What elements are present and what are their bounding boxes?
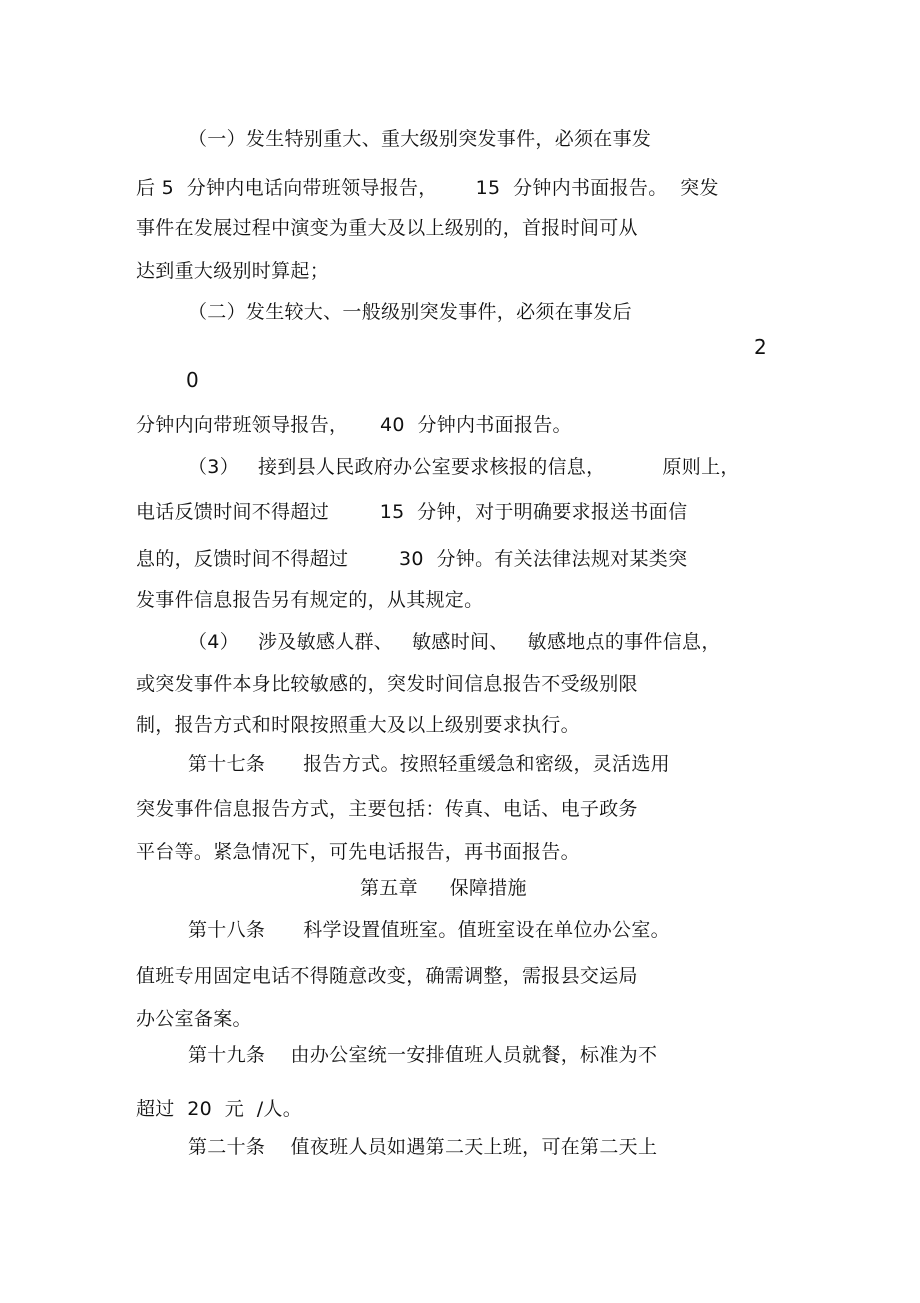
- paragraph-line: 第十七条 报告方式。按照轻重缓急和密级，灵活选用: [188, 753, 670, 775]
- paragraph-line: 后 5 分钟内电话向带班领导报告， 15 分钟内书面报告。 突发: [136, 177, 719, 199]
- paragraph-line: 平台等。紧急情况下，可先电话报告，再书面报告。: [136, 841, 580, 863]
- chapter-heading: 第五章 保障措施: [360, 877, 527, 899]
- paragraph-line: 达到重大级别时算起；: [136, 260, 330, 282]
- paragraph-line: 或突发事件本身比较敏感的，突发时间信息报告不受级别限: [136, 673, 638, 695]
- paragraph-line: （3） 接到县人民政府办公室要求核报的信息， 原则上，: [188, 456, 740, 478]
- paragraph-line: 第二十条 值夜班人员如遇第二天上班，可在第二天上: [188, 1136, 658, 1158]
- paragraph-line: 第十九条 由办公室统一安排值班人员就餐，标准为不: [188, 1044, 658, 1066]
- paragraph-line: 值班专用固定电话不得随意改变，确需调整，需报县交运局: [136, 965, 638, 987]
- paragraph-line: 分钟内向带班领导报告， 40 分钟内书面报告。: [136, 414, 572, 436]
- paragraph-line: （二）发生较大、一般级别突发事件，必须在事发后: [188, 301, 632, 323]
- paragraph-line: （4） 涉及敏感人群、 敏感时间、 敏感地点的事件信息，: [188, 631, 721, 653]
- paragraph-line: 息的，反馈时间不得超过 30 分钟。有关法律法规对某类突: [136, 548, 688, 570]
- paragraph-line: 事件在发展过程中演变为重大及以上级别的，首报时间可从: [136, 217, 638, 239]
- paragraph-line: 第十八条 科学设置值班室。值班室设在单位办公室。: [188, 919, 670, 941]
- paragraph-line: 发事件信息报告另有规定的，从其规定。: [136, 589, 484, 611]
- paragraph-line: 办公室备案。: [136, 1008, 252, 1030]
- paragraph-line: 电话反馈时间不得超过 15 分钟，对于明确要求报送书面信: [136, 501, 688, 523]
- paragraph-line: （一）发生特别重大、重大级别突发事件，必须在事发: [188, 128, 652, 150]
- paragraph-line: 2: [754, 335, 768, 359]
- paragraph-line: 0: [186, 368, 200, 392]
- paragraph-line: 突发事件信息报告方式，主要包括：传真、电话、电子政务: [136, 798, 638, 820]
- paragraph-line: 超过 20 元 /人。: [136, 1098, 303, 1120]
- paragraph-line: 制，报告方式和时限按照重大及以上级别要求执行。: [136, 714, 580, 736]
